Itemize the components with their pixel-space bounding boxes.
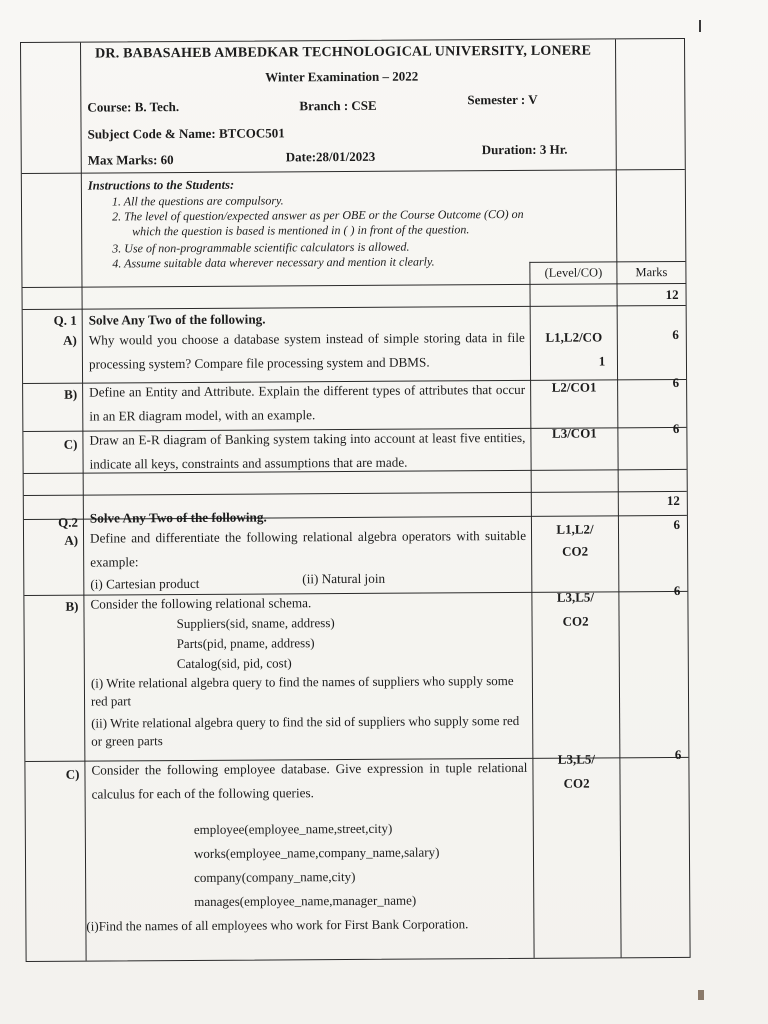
instruction-item: 4. Assume suitable data wherever necessary and mention it clearly. [112,254,435,271]
q2b-schema-line: Parts(pid, pname, address) [176,635,315,652]
q1-total-marks: 12 [665,286,679,303]
column-divider [80,43,87,961]
q2b-text: Consider the following relational schema. [90,595,312,612]
q2-total-marks: 12 [666,492,680,509]
subject-code: Subject Code & Name: BTCOC501 [87,125,285,142]
q1a-level-co-cont: 1 [598,353,606,369]
q1a-label: A) [63,332,77,348]
edge-mark-top [699,20,701,32]
semester: Semester : V [467,91,538,108]
q1b-text: Define an Entity and Attribute. Explain the different types of attributes that occur in an ER diagram model, with an example. [89,381,526,424]
q2a-label: A) [64,532,79,548]
q2b-schema-line: Catalog(sid, pid, cost) [176,655,292,672]
q2a-marks: 6 [673,516,681,533]
row-divider [24,491,687,496]
instruction-item: 1. All the questions are compulsory. [111,193,284,209]
q2b-schema-line: Suppliers(sid, sname, address) [176,615,335,632]
q1c-text: Draw an E-R diagram of Banking system taking into account at least five entities, indicate all keys, constraints and assumptions that are made. [89,429,526,472]
edge-mark-bottom [698,990,704,1000]
q2b-level-co-cont: CO2 [562,613,589,629]
q1b-label: B) [64,386,78,402]
max-marks: Max Marks: 60 [87,152,174,168]
marks-header: Marks [635,265,668,280]
q1a-text: Why would you choose a database system instead of simple storing data in file processing system? Compare file processing system and DBMS. [88,329,525,372]
q2-number: Q.2 [58,514,78,530]
exam-session: Winter Examination – 2022 [265,68,419,85]
q2c-level-co-cont: CO2 [563,775,590,791]
question-paper-table [20,38,691,962]
q2b-level-co: L3,L5/ [556,589,595,605]
duration: Duration: 3 Hr. [481,141,568,158]
q1a-level-co: L1,L2/CO [545,329,603,345]
q1-number: Q. 1 [53,312,77,328]
q2c-level-co: L3,L5/ [557,751,596,767]
course: Course: B. Tech. [87,99,180,115]
branch: Branch : CSE [299,97,377,114]
instruction-item: which the question is based is mentioned in ( ) in front of the question. [132,222,470,239]
q2b-query-1: (i) Write relational algebra query to find the names of suppliers who supply some red part [90,672,514,709]
q2c-schema-line: company(company_name,city) [194,868,356,885]
q2a-level-co-cont: CO2 [562,543,589,559]
q1c-label: C) [63,436,78,452]
instruction-item: 3. Use of non-programmable scientific calculators is allowed. [112,239,410,256]
q1b-level-co: L2/CO1 [551,379,597,395]
q1c-level-co: L3/CO1 [551,425,597,441]
instructions-title: Instructions to the Students: [87,177,235,193]
q2c-query-1: (i)Find the names of all employees who work for First Bank Corporation. [86,916,469,934]
q2a-text: Define and differentiate the following relational algebra operators with suitable example: [89,527,527,570]
q2b-label: B) [65,598,79,614]
row-divider [22,169,685,174]
instruction-item: 2. The level of question/expected answer as per OBE or the Course Outcome (CO) on [112,206,524,224]
q1c-marks: 6 [672,420,680,437]
q2c-schema-line: manages(employee_name,manager_name) [194,892,417,909]
q2c-schema-line: employee(employee_name,street,city) [193,820,393,837]
q2c-label: C) [65,766,80,782]
q2c-text: Consider the following employee database. Give expression in tuple relational calculus for each of the following queries. [91,759,528,802]
q2-title: Solve Any Two of the following. [89,509,267,526]
q2c-schema-line: works(employee_name,company_name,salary) [193,844,440,861]
row-divider [22,283,685,288]
q2a-level-co: L1,L2/ [556,521,594,537]
q1-title: Solve Any Two of the following. [88,311,266,328]
q2b-marks: 6 [673,582,681,599]
q2c-marks: 6 [674,746,682,763]
q2b-query-2: (ii) Write relational algebra query to find the sid of suppliers who supply some red or green parts [91,712,520,749]
level-co-header: (Level/CO) [544,265,603,280]
exam-date: Date:28/01/2023 [285,148,376,165]
q2a-option-1: (i) Cartesian product [90,575,200,592]
row-divider [529,261,685,263]
university-name: DR. BABASAHEB AMBEDKAR TECHNOLOGICAL UNIVERSITY, LONERE [95,43,592,62]
q1a-marks: 6 [672,326,679,343]
q1b-marks: 6 [672,374,680,391]
q2a-option-2: (ii) Natural join [302,570,386,587]
